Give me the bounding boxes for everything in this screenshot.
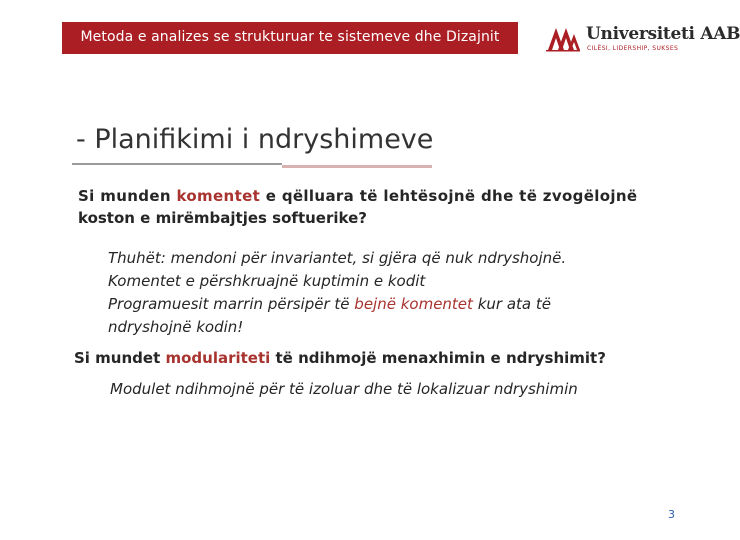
page-number: 3: [668, 508, 675, 521]
title-underline: [72, 163, 432, 169]
q1-item-4: ndryshojnë kodin!: [108, 318, 244, 336]
question-1: Si munden komentet e qëlluara të lehtësojnë dhe të zvogëlojnë: [78, 187, 638, 205]
q1-item-2: Komentet e përshkruajnë kuptimin e kodit: [108, 272, 426, 290]
question-1-line-2: koston e mirëmbajtjes softuerike?: [78, 209, 367, 227]
logo-tagline: CILËSI, LIDERSHIP, SUKSES: [587, 45, 679, 52]
question-2: Si mundet modulariteti të ndihmojë menaxhimin e ndryshimit?: [74, 349, 606, 367]
header-title: Metoda e analizes se strukturuar te sistemeve dhe Dizajnit: [80, 29, 500, 45]
highlight-bejne-komentet: bejnë komentet: [354, 295, 473, 313]
logo-name: Universiteti AAB: [586, 24, 740, 44]
slide-title: - Planifikimi i ndryshimeve: [76, 124, 434, 155]
highlight-modulariteti: modulariteti: [165, 349, 271, 367]
q2-item-1: Modulet ndihmojnë për të izoluar dhe të lokalizuar ndryshimin: [110, 380, 578, 398]
university-logo: [540, 22, 740, 56]
university-emblem-icon: [544, 24, 582, 52]
highlight-komentet: komentet: [176, 187, 261, 205]
q1-item-3: Programuesit marrin përsipër të bejnë komentet kur ata të: [108, 295, 551, 313]
header-bar: [62, 22, 518, 54]
q1-item-1: Thuhët: mendoni për invariantet, si gjëra që nuk ndryshojnë.: [108, 249, 567, 267]
